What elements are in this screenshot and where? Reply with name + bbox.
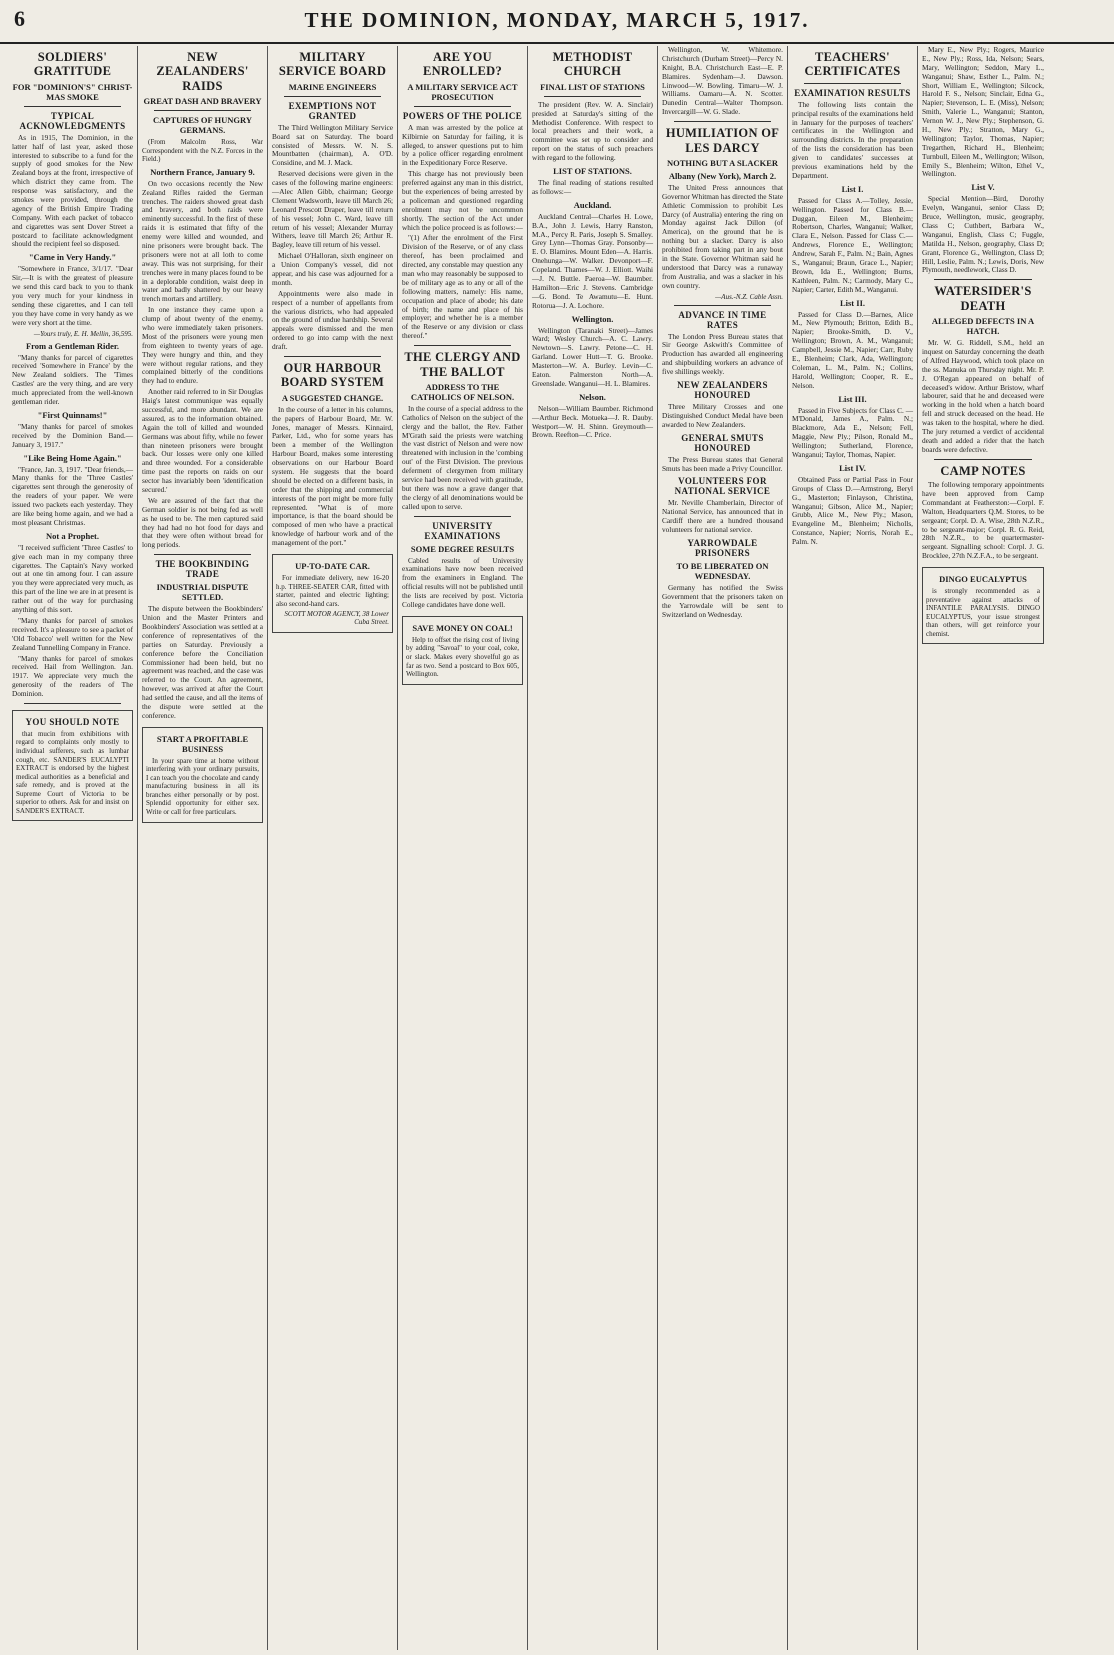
- article-paragraph: We are assured of the fact that the German soldier is not being fed as well as he used to be. The men captured said they had had no hot food for days and that they were often without bread for long periods.: [142, 495, 263, 550]
- ad-heading: START A PROFITABLE BUSINESS: [156, 733, 249, 754]
- subhead: ADDRESS TO THE CATHOLICS OF NELSON.: [410, 381, 515, 402]
- column-6: [658, 46, 788, 1650]
- article-paragraph: Mr. W. G. Riddell, S.M., held an inquest on Saturday concerning the death of Alfred Haywood, which took place on the ss. Manuka on Thursday night. Mr. P. J. O'Regan appeared on behalf of deceased's widow. Arthur Bristow, wharf labourer, said that he and deceased were working in the hold when a hatch board fell and struck deceased on the head. He was taken to the hospital, where he died. The jury returned a verdict of accidental death and added a rider that the hatch boards were defective.: [922, 338, 1044, 454]
- advertisement: [12, 710, 133, 821]
- ad-heading: YOU SHOULD NOTE: [25, 716, 120, 727]
- article-paragraph: "I received sufficient 'Three Castles' to give each man in my company three cigarettes. The Captain's Navy worked out at one tin among four. I can assure you they were appreciated very much, as this part of the line we are in at present is rather out of the way for purchasing anything of this sort.: [12, 542, 133, 615]
- place-line: Northern France, January 9.: [150, 166, 255, 177]
- advertisement: [142, 727, 263, 823]
- district-heading: Auckland.: [573, 199, 612, 210]
- ad-text: is strongly recommended as a preventative against attacks of INFANTILE PARALYSIS. DINGO EUCALYPTUS, your issue strongest than others, will get reinforce your chemist.: [926, 587, 1040, 638]
- list-heading: List III.: [838, 393, 867, 404]
- subhead: NOTHING BUT A SLACKER: [666, 157, 779, 168]
- article-paragraph: A man was arrested by the police at Kilbirnie on Saturday for failing, it is alleged, to answer questions put to him by a police officer regarding enrolment in the Expeditionary Force Reserve.: [402, 122, 523, 168]
- advertisement: [402, 616, 523, 685]
- subhead: POWERS OF THE POLICE: [402, 110, 523, 121]
- list-heading: List I.: [841, 183, 864, 194]
- article-paragraph: "Many thanks for parcel of smokes received. Hail from Wellington. Jan. 1917. We appreciate very much the generosity of the readers of The Dominion.: [12, 653, 133, 699]
- divider: [934, 459, 1032, 460]
- column-8: [918, 46, 1048, 1650]
- headline-soldiers-gratitude: SOLDIERS' GRATITUDE: [33, 50, 112, 79]
- article-paragraph: The Press Bureau states that General Smuts has been made a Privy Councillor.: [662, 454, 783, 473]
- divider: [414, 345, 511, 346]
- column-1: [8, 46, 138, 1650]
- article-paragraph: Another raid referred to in Sir Douglas Haig's latest communique was equally successful, and more abundant. We are assured, as to the information obtained. Again the toll of killed and wounded Germans was about fifty, while no fewer than nineteen prisoners were brought back. Our losses were only one killed and three wounded. For a considerable time past the reports on raids on our sector has invariably been 'identification secured.': [142, 387, 263, 494]
- article-paragraph: The dispute between the Bookbinders' Union and the Master Printers and Bookbinders' Association was settled at a conference of representatives of the parties on Saturday. Previously a conference before the Conciliation Commissioner had been held, but no agreement was reached, and the case was referred to the Court. An agreement, however, was arrived at after the Court had settled the cause, and all the items of the dispute were settled at the conference.: [142, 604, 263, 720]
- headline-university: UNIVERSITY EXAMINATIONS: [424, 520, 501, 541]
- article-paragraph: The president (Rev. W. A. Sinclair) presided at Saturday's sitting of the Methodist Conference. With respect to local preachers and their work, a committee was set up to consider and report on the status of such preachers with regard to the following.: [532, 99, 653, 163]
- subhead: A SUGGESTED CHANGE.: [281, 392, 384, 403]
- headline-bookbinding: THE BOOKBINDING TRADE: [155, 559, 250, 580]
- letter-heading: "First Quinnams!": [37, 409, 108, 420]
- letter-heading: Not a Prophet.: [46, 530, 99, 541]
- divider: [934, 279, 1032, 280]
- results-list: Passed for Class D.—Barnes, Alice M., New Plymouth; Britton, Edith B., Napier; Brooke-Smith, D. V., Wellington; Brown, A. M., Wanganui; Campbell, Jessie M., Napier; Carr, Ruby E., Blenheim; Clark, Ada, Wellington; Coleman, L. M., Palm. N.; Collins, Harold, Wellington; Cooper, R. E., Nelson.: [792, 309, 913, 390]
- headline-time-rates: ADVANCE IN TIME RATES: [678, 309, 767, 330]
- article-paragraph: The following temporary appointments have been approved from Camp Commandant at Featherston:—Corpl. F. Walton, Headquarters Q.M. Stores, to be sergeant; Corpl. D. A. Wise, 28th N.Z.R., to be sergeant-major; Corpl. R. G. Reid, 28th N.Z.R., to be quartermaster-sergeant. Signalling school: Corpl. J. G. Brocklee, 27th N.Z.F.A., to be sergeant.: [922, 480, 1044, 561]
- divider: [24, 703, 121, 704]
- subhead: CAPTURES OF HUNGRY GERMANS.: [152, 115, 253, 136]
- letter-heading: "Came in Very Handy.": [28, 252, 117, 263]
- dateline: (From Malcolm Ross, War Correspondent with the N.Z. Forces in the Field.): [142, 138, 263, 164]
- ad-heading: SAVE MONEY ON COAL!: [412, 622, 513, 633]
- columns: [8, 46, 1108, 1650]
- article-paragraph: In the course of a letter in his columns, the papers of Harbour Board, Mr. W. Jones, manager of Messrs. Kinnaird, Parker, Ltd., who for some years has been a member of the Wellington Harbour Board, makes some interesting observations on our Harbour Board system. He suggests that the board should be elected on a different basis, in order that the shipping and commercial interests of the port might be more fully represented. "What is of more importance, is that the board should be composed of men who have a practical knowledge of harbour work and of the management of the port.": [272, 404, 393, 548]
- divider: [414, 516, 511, 517]
- results-list: Mary E., New Ply.; Rogers, Maurice E., New Ply.; Ross, Ida, Nelson; Sears, Mary, Wellington; Seddon, Mary L., Wanganui; Shaw, Esther L., Palm. N.; Short, William E., Wellington; Silcock, Harold F. S., Nelson; Sinclair, Edna G., Napier; Stevenson, L. E. (Miss), Nelson; Smith, Valerie L., Wanganui; Stanton, Vernon W. J., New Ply.; Stephenson, G. H., New Ply.; Stratton, Mary G., Wellington; Taylor, Thomas, Napier; Tregarthen, Richard H., Blenheim; Turnbull, Eileen M., Wellington; Wilson, Emily S., Blenheim; Wilton, Ethel V., Wellington.: [922, 46, 1044, 179]
- ad-text: In your spare time at home without interfering with your ordinary pursuits, I can teach you the chocolate and candy manufacturing business in all its branches either personally or by post. Splendid opportunity for either sex. Write or call for free particulars.: [146, 756, 259, 816]
- station-list: Auckland Central—Charles H. Lowe, B.A., John J. Lewis, Harry Ranston, M.A., Percy R. Paris, Joseph S. Smalley. Grey Lynn—Thomas Gray. Ponsonby—E. O. Blamires. Mount Eden—A. Harris. Onehunga—W. Walker. Devonport—F. Copeland. Thames—W. J. Elliott. Waihi—J. N. Buttle. Paeroa—W. Baumber. Hamilton—Eric J. Stevens. Cambridge—G. Bond. Te Awamutu—E. Hunt. Rotorua—J. A. Lochore.: [532, 211, 653, 310]
- newspaper-title: THE DOMINION, MONDAY, MARCH 5, 1917.: [304, 8, 810, 32]
- article-paragraph: Germany has notified the Swiss Government that the prisoners taken on the Yarrowdale will be sent to Switzerland on Wednesday.: [662, 583, 783, 619]
- column-4: [398, 46, 528, 1650]
- page-number: 6: [14, 6, 25, 31]
- article-paragraph: Reserved decisions were given in the cases of the following marine engineers:—Alec Allen Gibb, chairman; George Clement Wadsworth, leave till March 26; Leonard Prescott Draper, leave till return of his vessel; John C. Ward, leave till return of his vessel; Alexander Murray Withers, leave till March 26; Arthur R. Bagley, leave till return of his vessel.: [272, 169, 393, 250]
- article-paragraph: This charge has not previously been preferred against any man in this district, but the experiences of being arrested by a policeman and questioned regarding enrolment may not be uncommon shortly. The section of the Act under which the police proceed is as follows:—: [402, 169, 523, 232]
- article-paragraph: In the course of a special address to the Catholics of Nelson on the subject of the clergy and the ballot, the Rev. Father M'Grath said the priests were watching the vast district of Nelson and were now threatened with inclusion in the 'combing out' of the First Division. The previous deferment of clergymen from military service had been received with gratitude, but there was now a grave danger that the clergy of all denominations would be called upon to serve.: [402, 403, 523, 511]
- column-5: [528, 46, 658, 1650]
- subhead: MARINE ENGINEERS: [288, 81, 377, 92]
- subhead: TO BE LIBERATED ON WEDNESDAY.: [676, 561, 769, 582]
- letter-heading: From a Gentleman Rider.: [25, 340, 120, 351]
- dateline: Albany (New York), March 2.: [668, 170, 777, 181]
- article-paragraph: The following lists contain the principal results of the examinations held in January for the purposes of teachers' certificates in the Wellington and surrounding districts. In the preparation of the lists the consideration has been given to candidates' successes at previous examinations held by the Department.: [792, 99, 913, 180]
- station-list: Nelson—William Baumber. Richmond—Arthur Beck. Motueka—J. R. Dauby. Westport—W. H. Shinn. Greymouth—Brown. Reefton—C. Price.: [532, 403, 653, 440]
- divider: [804, 83, 901, 84]
- article-paragraph: "Many thanks for parcel of smokes received. It's a pleasure to see a packet of 'Old Tobacco' well written for the New Zealand Tunnelling Company in France.: [12, 615, 133, 652]
- divider: [414, 106, 511, 107]
- subhead: SOME DEGREE RESULTS: [410, 543, 515, 554]
- headline-enrolled: ARE YOU ENROLLED?: [422, 50, 503, 79]
- article-paragraph: In one instance they came upon a clump of about twenty of the enemy, who were immediately taken prisoners. Most of the prisoners were young men from eighteen to twenty years of age. They were hungry and thin, and they were without regular rations, and they complained bitterly of the conditions they had to endure.: [142, 305, 263, 386]
- article-paragraph: Cabled results of University examinations have now been received from the examiners in England. The official results will not be published until the lists are received by post. Victoria College candidates have done well.: [402, 555, 523, 610]
- column-2: [138, 46, 268, 1650]
- subhead: A MILITARY SERVICE ACT PROSECUTION: [407, 81, 518, 102]
- article-paragraph: As in 1915, The Dominion, in the latter half of last year, asked those interested to subscribe to a fund for the supply of good smokes for the New Zealand boys at the front, irrespective of which district they came from. The response was satisfactory, and the smokes were provided, through the agency of the British Empire Trading Company. With each packet of tobacco and cigarettes was sent Dover Street a postcard to facilitate acknowledgment should the recipient feel so disposed.: [12, 132, 133, 249]
- headline-camp-notes: CAMP NOTES: [940, 463, 1026, 478]
- headline-military-board: MILITARY SERVICE BOARD: [278, 50, 387, 79]
- headline-methodist: METHODIST CHURCH: [552, 50, 633, 79]
- article-paragraph: Mr. Neville Chamberlain, Director of National Service, has announced that in Cardiff there are a hundred thousand volunteers for national service.: [662, 498, 783, 535]
- subhead: FINAL LIST OF STATIONS: [540, 81, 645, 92]
- list-heading: List V.: [971, 182, 995, 193]
- headline-clergy-ballot: THE CLERGY AND THE BALLOT: [404, 350, 521, 379]
- signature: —Yours truly, E. H. Mellin, 36,595.: [33, 329, 133, 338]
- results-list: Passed for Class A.—Tolley, Jessie, Wellington. Passed for Class B.—Duggan, Eileen M., Blenheim; Robertson, Charles, Wanganui; Walker, Clara E., Nelson. Passed for Class C.—Andrews, Florence E., Wellington; Andrew, Sarah F., Palm. N.; Bain, Agnes S., Wanganui; Braun, Grace L., Napier; Brown, Ida E., Wellington; Burns, Kathleen, Palm. N.; Carmody, Mary C., Napier; Carter, Edith M., Wanganui.: [792, 195, 913, 294]
- masthead: [0, 0, 1114, 44]
- results-list: Obtained Pass or Partial Pass in Four Groups of Class D.—Armstrong, Beryl G., Masterton; Finlayson, Christina, Wanganui; Gibson, Alice M., Napier; Grubb, Alice M., New Ply.; Mason, Evangeline M., Blenheim; Nicholls, Constance, Napier; Norris, Norah E., Palm. N.: [792, 474, 913, 547]
- results-list: Special Mention—Bird, Dorothy Evelyn, Wanganui, senior Class D; Bruce, Wellington, music, geography, Class C; Cuthbert, Barbara W., Wanganui, English, Class C; Fuggle, Matilda H., Nelson, geography, Class D; Grant, Florence G., Wellington, Class D; Hill, Leslie, Palm. N.; Lewis, Doris, New Plymouth, needlework, Class D.: [922, 194, 1044, 275]
- divider: [674, 121, 771, 122]
- article-paragraph: "Many thanks for parcel of smokes received by the Dominion Band.—January 3, 1917.": [12, 421, 133, 449]
- list-heading: List II.: [839, 297, 866, 308]
- divider: [154, 554, 251, 555]
- headline-smuts: GENERAL SMUTS HONOURED: [681, 432, 764, 453]
- list-heading: List IV.: [839, 462, 866, 473]
- article-paragraph: The London Press Bureau states that Sir George Askwith's Committee of Production has awarded all engineering and shipbuilding workers an advance of five shillings weekly.: [662, 331, 783, 377]
- ad-text: For immediate delivery, new 16-20 h.p. THREE-SEATER CAR, fitted with starter, painted and electric lighting; also second-hand cars.: [276, 574, 389, 608]
- article-paragraph: On two occasions recently the New Zealand Rifles raided the German trenches. The raiders showed great dash and bravery, and both raids were eminently successful. In the first of these raids it is estimated that fifty of the enemy were killed and wounded, and nine prisoners were brought back. The prisoners were not at all loth to come away. This was not surprising, for their trenches were in many places found to be in a deplorable condition, waist deep in water and badly shattered by our heavy trench mortars and artillery.: [142, 178, 263, 304]
- article-paragraph: "Many thanks for parcel of cigarettes received 'Somewhere in France' by the New Zealand soldiers. The 'Times Castles' are the very thing, and are very much appreciated from the well-known gentleman rider.: [12, 352, 133, 407]
- article-paragraph: Three Military Crosses and one Distinguished Conduct Medal have been awarded to New Zealanders.: [662, 402, 783, 429]
- divider: [284, 96, 381, 97]
- subhead: GREAT DASH AND BRAVERY: [143, 96, 262, 107]
- subhead: FOR "DOMINION'S" CHRIST-MAS SMOKE: [12, 81, 133, 102]
- signature: —Aus.-N.Z. Cable Assn.: [715, 292, 783, 301]
- subhead: EXAMINATION RESULTS: [794, 87, 911, 98]
- headline-watersider-death: WATERSIDER'S DEATH: [934, 284, 1032, 313]
- ad-heading: DINGO EUCALYPTUS: [939, 574, 1027, 585]
- headline-volunteers: VOLUNTEERS FOR NATIONAL SERVICE: [674, 476, 771, 497]
- column-7: [788, 46, 918, 1650]
- subhead: TYPICAL ACKNOWLEDGMENTS: [19, 110, 126, 131]
- article-paragraph: "France, Jan. 3, 1917. "Dear friends,—Many thanks for the 'Three Castles' cigarettes sent through the generosity of the readers of your paper. We were issued two packets each yesterday. They are like being home again, and we had a most pleasant Christmas.: [12, 464, 133, 527]
- article-paragraph: Appointments were also made in respect of a number of appellants from the various districts, who had appealed on the ground of undue hardship. Several appeals were dismissed and the men ordered to go into camp with the next draft.: [272, 288, 393, 352]
- district-heading: Nelson.: [579, 391, 606, 402]
- subhead: INDUSTRIAL DISPUTE SETTLED.: [156, 582, 249, 603]
- article-paragraph: The United Press announces that Governor Whitman has directed the State Athletic Commission to prohibit Les Darcy (of Australia) entering the ring on Monday against Jack Dillon (of America), on the ground that he is nothing but a slacker. Darcy is also prohibited from taking part in any bout in the State. Governor Whitman said he understood that Darcy was a runaway from Australia, and was a slacker in his own country.: [662, 182, 783, 290]
- article-paragraph: "(1) After the enrolment of the First Division of the Reserve, or of any class thereof, has been proclaimed and directed, any constable may question any man who may reasonably be supposed to be of military age as to any or all of the following matters, namely: His name, occupation and place of abode; his date of birth; the name and place of his employer; and whether he is a member of the Reserve or any division or class thereof.": [402, 233, 523, 341]
- advertisement: [272, 554, 393, 633]
- station-list: Wellington (Taranaki Street)—James Ward; Wesley Church—A. C. Lawry. Newtown—S. Lawry. Petone—C. H. Garland. Lower Hutt—T. G. Brooke. Masterton—W. A. Burley. Levin—C. Eaton. Palmerston North—A. Greenslade. Wanganui—H. L. Blamires.: [532, 325, 653, 388]
- divider: [154, 110, 251, 111]
- letter-heading: "Like Being Home Again.": [23, 452, 122, 463]
- divider: [544, 96, 641, 97]
- divider: [674, 305, 771, 306]
- article-paragraph: The Third Wellington Military Service Board sat on Saturday. The board consisted of Messrs. W. N. S. Mountbatten (chairman), A. O'D. Considine, and M. J. Mack.: [272, 122, 393, 168]
- headline-harbour-board: OUR HARBOUR BOARD SYSTEM: [280, 361, 385, 390]
- article-paragraph: Michael O'Halloran, sixth engineer on a Union Company's vessel, did not appear, and his case was adjourned for a month.: [272, 251, 393, 287]
- list-heading: LIST OF STATIONS.: [553, 165, 632, 176]
- results-list: Passed in Five Subjects for Class C. —M'Donald, James A., Palm. N.; Blackmore, Ada E., Nelson; Fell, Maggie, New Ply.; Pilson, Ronald M., Wellington; Sutherland, Florence, Wanganui; Taylor, Thomas, Napier.: [792, 405, 913, 460]
- ad-heading: UP-TO-DATE CAR.: [295, 561, 370, 572]
- ad-text: Help to offset the rising cost of living by adding "Savoal" to your coal, coke, or slack. Makes every shovelful go as far as two. Send a postcard to Box 605, Wellington.: [406, 635, 519, 679]
- column-3: [268, 46, 398, 1650]
- headline-teachers-certificates: TEACHERS' CERTIFICATES: [804, 50, 901, 79]
- subhead: EXEMPTIONS NOT GRANTED: [288, 100, 377, 121]
- ad-signature: SCOTT MOTOR AGENCY, 38 Lower Cuba Street.: [284, 610, 389, 627]
- headline-yarrowdale: YARROWDALE PRISONERS: [687, 538, 758, 559]
- station-list: Wellington, W. Whitemore. Christchurch (Durham Street)—Percy N. Knight, B.A. Christchurch East—E. P. Blamires. Sydenham—J. Dawson. Linwood—W. Bowling. Timaru—W. J. Williams. Oamaru—A. N. Scotter. Dunedin Central—Walter Thompson. Invercargill—W. G. Slade.: [662, 46, 783, 117]
- district-heading: Wellington.: [571, 313, 614, 324]
- headline-les-darcy: HUMILIATION OF LES DARCY: [665, 126, 780, 155]
- divider: [284, 356, 381, 357]
- ad-text: that mucin from exhibitions with regard to complaints only mostly to individual sufferers, such as lumbar cough, etc. SANDER'S EUCALYPTI EXTRACT is endorsed by the highest medical authorities as a beneficial and safe remedy, and is proved at the Supreme Court of Victoria to be superior to others. Ask for and insist on SANDER'S EXTRACT.: [16, 729, 129, 815]
- divider: [24, 106, 121, 107]
- advertisement: [922, 567, 1044, 644]
- article-paragraph: The final reading of stations resulted as follows:—: [532, 177, 653, 196]
- subhead: ALLEGED DEFECTS IN A HATCH.: [931, 316, 1035, 337]
- article-paragraph: "Somewhere in France, 3/1/17. "Dear Sir,—It is with the greatest of pleasure we send this card back to you to thank you very much for your kindness in sending these cigarettes, and I can tell you they have come in very handy as we were very short at the time.: [12, 264, 133, 327]
- headline-nz-honoured: NEW ZEALANDERS HONOURED: [677, 380, 768, 401]
- headline-nz-raids: NEW ZEALANDERS' RAIDS: [156, 50, 249, 93]
